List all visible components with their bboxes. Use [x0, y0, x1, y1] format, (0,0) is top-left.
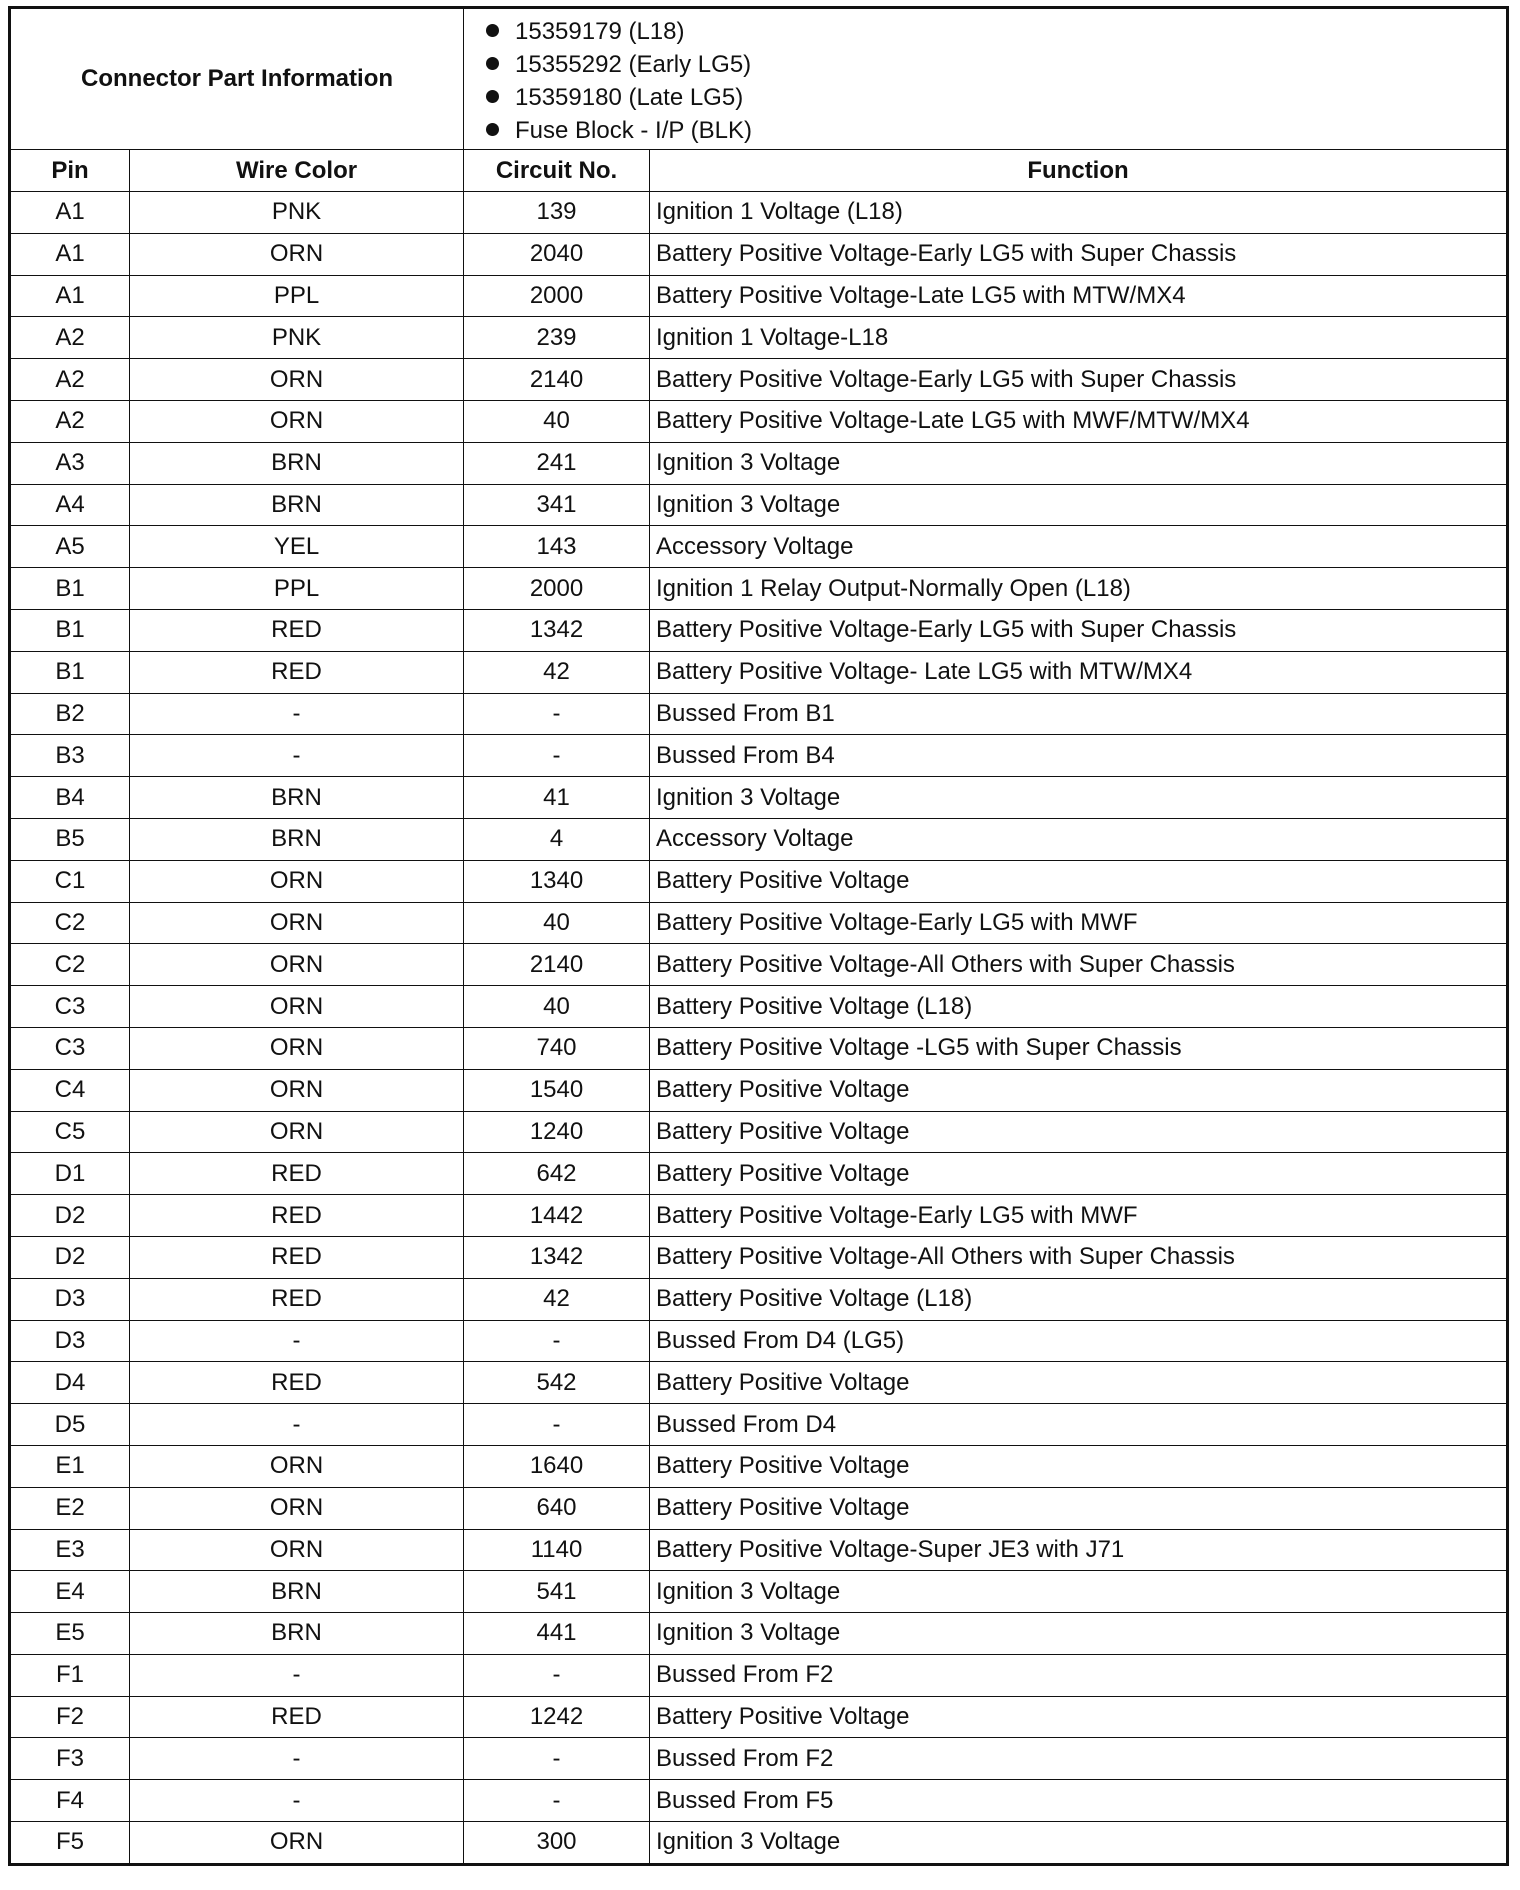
wire-color-cell: ORN [130, 1111, 464, 1153]
function-cell: Battery Positive Voltage (L18) [650, 986, 1508, 1028]
pin-cell: C3 [10, 1027, 130, 1069]
pin-cell: A5 [10, 526, 130, 568]
wire-color-cell: ORN [130, 1069, 464, 1111]
wire-color-cell: RED [130, 1278, 464, 1320]
wire-color-cell: ORN [130, 902, 464, 944]
wire-color-cell: RED [130, 1153, 464, 1195]
function-cell: Ignition 3 Voltage [650, 1822, 1508, 1865]
function-cell: Accessory Voltage [650, 818, 1508, 860]
pin-cell: A2 [10, 359, 130, 401]
circuit-cell: 40 [464, 400, 650, 442]
bullet-icon [486, 90, 499, 103]
circuit-cell: 2040 [464, 233, 650, 275]
circuit-cell: - [464, 1654, 650, 1696]
table-row [10, 317, 1508, 359]
table-row [10, 818, 1508, 860]
wire-color-cell: PPL [130, 275, 464, 317]
table-row [10, 1320, 1508, 1362]
wire-color-cell: - [130, 1738, 464, 1780]
pin-cell: B1 [10, 568, 130, 610]
function-cell: Battery Positive Voltage-Early LG5 with Super Chassis [650, 233, 1508, 275]
part-item [486, 15, 1506, 48]
circuit-cell: - [464, 693, 650, 735]
circuit-cell: 2140 [464, 944, 650, 986]
circuit-cell: 542 [464, 1362, 650, 1404]
function-cell: Bussed From F2 [650, 1654, 1508, 1696]
table-row [10, 1404, 1508, 1446]
circuit-cell: 2140 [464, 359, 650, 401]
function-cell: Battery Positive Voltage [650, 1445, 1508, 1487]
pin-cell: B4 [10, 777, 130, 819]
table-row [10, 442, 1508, 484]
table-row [10, 400, 1508, 442]
circuit-cell: 740 [464, 1027, 650, 1069]
pin-cell: C3 [10, 986, 130, 1028]
pin-cell: C4 [10, 1069, 130, 1111]
function-cell: Battery Positive Voltage [650, 1487, 1508, 1529]
function-cell: Battery Positive Voltage-Early LG5 with MWF [650, 902, 1508, 944]
table-row [10, 986, 1508, 1028]
circuit-cell: 41 [464, 777, 650, 819]
pin-cell: D3 [10, 1278, 130, 1320]
table-row [10, 1613, 1508, 1655]
pin-cell: E4 [10, 1571, 130, 1613]
circuit-cell: 239 [464, 317, 650, 359]
function-cell: Bussed From D4 (LG5) [650, 1320, 1508, 1362]
function-cell: Bussed From D4 [650, 1404, 1508, 1446]
table-row [10, 1153, 1508, 1195]
circuit-cell: 642 [464, 1153, 650, 1195]
function-cell: Bussed From B1 [650, 693, 1508, 735]
circuit-cell: 241 [464, 442, 650, 484]
part-number: 15355292 (Early LG5) [515, 51, 752, 78]
function-cell: Ignition 3 Voltage [650, 777, 1508, 819]
circuit-cell: 42 [464, 651, 650, 693]
function-cell: Ignition 3 Voltage [650, 484, 1508, 526]
wire-color-cell: PNK [130, 192, 464, 234]
table-row [10, 359, 1508, 401]
circuit-cell: 2000 [464, 275, 650, 317]
table-row [10, 902, 1508, 944]
circuit-cell: - [464, 1404, 650, 1446]
circuit-cell: 341 [464, 484, 650, 526]
wire-color-cell: - [130, 693, 464, 735]
wire-color-cell: ORN [130, 944, 464, 986]
table-row [10, 1487, 1508, 1529]
wire-color-cell: ORN [130, 359, 464, 401]
function-cell: Battery Positive Voltage [650, 1069, 1508, 1111]
pin-cell: D2 [10, 1195, 130, 1237]
function-cell: Bussed From F2 [650, 1738, 1508, 1780]
function-cell: Ignition 1 Voltage-L18 [650, 317, 1508, 359]
pin-cell: B3 [10, 735, 130, 777]
circuit-cell: 441 [464, 1613, 650, 1655]
table-row [10, 1236, 1508, 1278]
circuit-cell: - [464, 1738, 650, 1780]
pin-cell: E2 [10, 1487, 130, 1529]
circuit-cell: 139 [464, 192, 650, 234]
table-row [10, 1654, 1508, 1696]
circuit-cell: 640 [464, 1487, 650, 1529]
connector-part-label: Connector Part Information [10, 8, 464, 150]
connector-part-list [464, 8, 1508, 150]
function-cell: Battery Positive Voltage-Early LG5 with Super Chassis [650, 609, 1508, 651]
wire-color-cell: BRN [130, 484, 464, 526]
circuit-cell: 1240 [464, 1111, 650, 1153]
pin-cell: C2 [10, 902, 130, 944]
circuit-cell: 2000 [464, 568, 650, 610]
connector-table [8, 6, 1509, 1866]
wire-color-cell: - [130, 735, 464, 777]
part-item [486, 81, 1506, 114]
wire-color-cell: PPL [130, 568, 464, 610]
part-item [486, 48, 1506, 81]
wire-color-cell: BRN [130, 777, 464, 819]
pin-cell: B5 [10, 818, 130, 860]
wire-color-cell: - [130, 1320, 464, 1362]
wire-color-cell: PNK [130, 317, 464, 359]
part-number: Fuse Block - I/P (BLK) [515, 117, 752, 144]
circuit-cell: - [464, 1780, 650, 1822]
function-cell: Battery Positive Voltage- Late LG5 with MTW/MX4 [650, 651, 1508, 693]
circuit-cell: 40 [464, 986, 650, 1028]
function-cell: Battery Positive Voltage [650, 860, 1508, 902]
pin-cell: F1 [10, 1654, 130, 1696]
function-cell: Ignition 1 Relay Output-Normally Open (L18) [650, 568, 1508, 610]
table-row [10, 568, 1508, 610]
function-cell: Ignition 3 Voltage [650, 1613, 1508, 1655]
pin-cell: B1 [10, 609, 130, 651]
wire-color-cell: RED [130, 651, 464, 693]
pin-cell: C1 [10, 860, 130, 902]
bullet-icon [486, 57, 499, 70]
circuit-cell: 1342 [464, 609, 650, 651]
pin-cell: C5 [10, 1111, 130, 1153]
circuit-cell: 1242 [464, 1696, 650, 1738]
wire-color-cell: BRN [130, 818, 464, 860]
function-cell: Battery Positive Voltage-Early LG5 with Super Chassis [650, 359, 1508, 401]
circuit-cell: 1140 [464, 1529, 650, 1571]
circuit-cell: 143 [464, 526, 650, 568]
table-row [10, 1529, 1508, 1571]
function-cell: Battery Positive Voltage-Super JE3 with J71 [650, 1529, 1508, 1571]
function-cell: Bussed From B4 [650, 735, 1508, 777]
function-cell: Battery Positive Voltage [650, 1153, 1508, 1195]
function-cell: Bussed From F5 [650, 1780, 1508, 1822]
table-row [10, 192, 1508, 234]
wire-color-cell: ORN [130, 1487, 464, 1529]
function-cell: Ignition 3 Voltage [650, 442, 1508, 484]
pin-cell: D5 [10, 1404, 130, 1446]
part-number: 15359179 (L18) [515, 18, 685, 45]
pin-cell: F5 [10, 1822, 130, 1865]
table-row [10, 1111, 1508, 1153]
circuit-cell: 1540 [464, 1069, 650, 1111]
function-cell: Battery Positive Voltage [650, 1696, 1508, 1738]
circuit-cell: 1640 [464, 1445, 650, 1487]
header-pin: Pin [10, 150, 130, 192]
pin-cell: B2 [10, 693, 130, 735]
function-cell: Battery Positive Voltage-All Others with Super Chassis [650, 944, 1508, 986]
pin-cell: A2 [10, 317, 130, 359]
wire-color-cell: RED [130, 1236, 464, 1278]
circuit-cell: - [464, 1320, 650, 1362]
function-cell: Battery Positive Voltage -LG5 with Super Chassis [650, 1027, 1508, 1069]
pin-cell: A1 [10, 192, 130, 234]
function-cell: Ignition 1 Voltage (L18) [650, 192, 1508, 234]
wire-color-cell: ORN [130, 986, 464, 1028]
table-row [10, 609, 1508, 651]
table-row [10, 1696, 1508, 1738]
table-row [10, 275, 1508, 317]
pin-cell: A1 [10, 233, 130, 275]
wire-color-cell: ORN [130, 233, 464, 275]
bullet-icon [486, 24, 499, 37]
wire-color-cell: ORN [130, 860, 464, 902]
pin-cell: F3 [10, 1738, 130, 1780]
circuit-cell: 1340 [464, 860, 650, 902]
table-row [10, 944, 1508, 986]
pin-cell: A1 [10, 275, 130, 317]
wire-color-cell: BRN [130, 442, 464, 484]
table-row [10, 1780, 1508, 1822]
table-row [10, 1069, 1508, 1111]
pin-cell: F4 [10, 1780, 130, 1822]
wire-color-cell: - [130, 1654, 464, 1696]
function-cell: Ignition 3 Voltage [650, 1571, 1508, 1613]
pin-cell: D2 [10, 1236, 130, 1278]
circuit-cell: 541 [464, 1571, 650, 1613]
table-row [10, 735, 1508, 777]
wire-color-cell: - [130, 1780, 464, 1822]
part-item [486, 114, 1506, 147]
wire-color-cell: RED [130, 1362, 464, 1404]
pin-cell: D1 [10, 1153, 130, 1195]
wire-color-cell: ORN [130, 1445, 464, 1487]
table-row [10, 1027, 1508, 1069]
wire-color-cell: YEL [130, 526, 464, 568]
function-cell: Battery Positive Voltage [650, 1362, 1508, 1404]
pin-cell: E1 [10, 1445, 130, 1487]
table-row [10, 777, 1508, 819]
table-row [10, 1445, 1508, 1487]
circuit-cell: 42 [464, 1278, 650, 1320]
wire-color-cell: ORN [130, 1529, 464, 1571]
table-row [10, 484, 1508, 526]
circuit-cell: 4 [464, 818, 650, 860]
circuit-cell: 40 [464, 902, 650, 944]
column-header-row [10, 150, 1508, 192]
connector-info-row [10, 8, 1508, 150]
wire-color-cell: ORN [130, 400, 464, 442]
function-cell: Battery Positive Voltage-Late LG5 with MWF/MTW/MX4 [650, 400, 1508, 442]
header-function: Function [650, 150, 1508, 192]
wire-color-cell: ORN [130, 1822, 464, 1865]
pin-cell: D4 [10, 1362, 130, 1404]
header-circuit: Circuit No. [464, 150, 650, 192]
function-cell: Battery Positive Voltage [650, 1111, 1508, 1153]
table-row [10, 1195, 1508, 1237]
function-cell: Accessory Voltage [650, 526, 1508, 568]
function-cell: Battery Positive Voltage-All Others with Super Chassis [650, 1236, 1508, 1278]
pin-cell: A4 [10, 484, 130, 526]
circuit-cell: 1342 [464, 1236, 650, 1278]
header-wire-color: Wire Color [130, 150, 464, 192]
wire-color-cell: RED [130, 1696, 464, 1738]
table-row [10, 693, 1508, 735]
wire-color-cell: RED [130, 1195, 464, 1237]
wire-color-cell: ORN [130, 1027, 464, 1069]
pin-cell: C2 [10, 944, 130, 986]
pin-cell: A3 [10, 442, 130, 484]
table-row [10, 1278, 1508, 1320]
table-row [10, 1822, 1508, 1865]
pin-cell: B1 [10, 651, 130, 693]
wire-color-cell: BRN [130, 1613, 464, 1655]
table-row [10, 233, 1508, 275]
pin-cell: E5 [10, 1613, 130, 1655]
part-number: 15359180 (Late LG5) [515, 84, 744, 111]
pin-cell: A2 [10, 400, 130, 442]
table-row [10, 1362, 1508, 1404]
bullet-icon [486, 123, 499, 136]
table-row [10, 651, 1508, 693]
function-cell: Battery Positive Voltage (L18) [650, 1278, 1508, 1320]
table-row [10, 1738, 1508, 1780]
circuit-cell: 300 [464, 1822, 650, 1865]
wire-color-cell: - [130, 1404, 464, 1446]
pin-cell: E3 [10, 1529, 130, 1571]
circuit-cell: 1442 [464, 1195, 650, 1237]
connector-sheet [8, 6, 1506, 1866]
function-cell: Battery Positive Voltage-Late LG5 with MTW/MX4 [650, 275, 1508, 317]
table-row [10, 526, 1508, 568]
wire-color-cell: BRN [130, 1571, 464, 1613]
wire-color-cell: RED [130, 609, 464, 651]
table-row [10, 1571, 1508, 1613]
pin-cell: F2 [10, 1696, 130, 1738]
pin-cell: D3 [10, 1320, 130, 1362]
function-cell: Battery Positive Voltage-Early LG5 with MWF [650, 1195, 1508, 1237]
circuit-cell: - [464, 735, 650, 777]
table-row [10, 860, 1508, 902]
